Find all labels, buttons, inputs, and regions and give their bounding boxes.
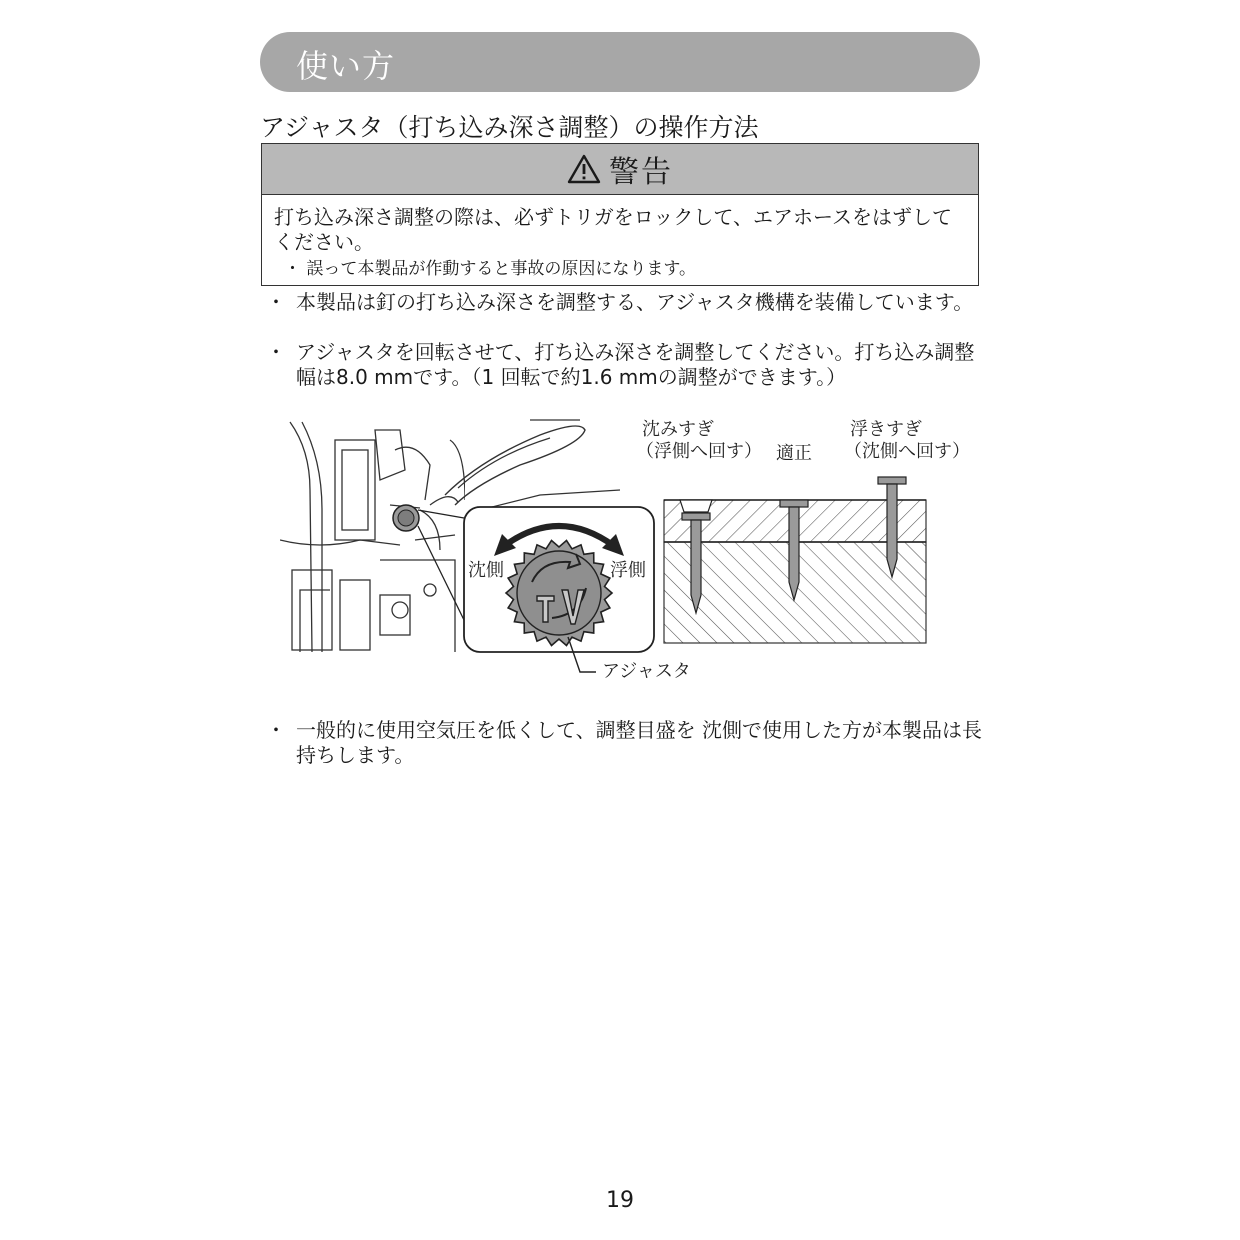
warning-box xyxy=(261,143,979,286)
warning-main-text: 打ち込み深さ調整の際は、必ずトリガをロックして、エアホースをはずしてください。 xyxy=(274,205,952,254)
adjuster-figure xyxy=(280,410,980,700)
nail-state-sub: （沈側へ回す） xyxy=(844,441,970,462)
nailer-tool-drawing xyxy=(280,422,465,652)
nail-state-sub: （浮側へ回す） xyxy=(636,441,762,462)
dial-left-label: 沈側 xyxy=(468,560,504,581)
bullet-text: 一般的に使用空気圧を低くして、調整目盛を 沈側で使用した方が本製品は長持ちします。 xyxy=(296,718,982,767)
page-number: 19 xyxy=(606,1188,634,1213)
nail-state-label: 沈みすぎ xyxy=(642,419,714,440)
warning-label: 警告 xyxy=(609,155,673,190)
bullet-item: ・ アジャスタを回転させて、打ち込み深さを調整してください。打ち込み調整幅は8.0 mmです。（1 回転で約1.6 mmの調整ができます。） xyxy=(266,340,982,390)
warning-header xyxy=(262,144,978,195)
bullet-item xyxy=(266,718,982,768)
adjuster-label: アジャスタ xyxy=(602,661,691,682)
dial-right-label: 浮側 xyxy=(610,560,646,581)
bullet-item: ・ 本製品は釘の打ち込み深さを調整する、アジャスタ機構を装備しています。 xyxy=(266,290,982,315)
tool-adjuster-knob xyxy=(393,505,419,531)
section-header-title: 使い方 xyxy=(296,47,396,85)
subsection-title: アジャスタ（打ち込み深さ調整）の操作方法 xyxy=(260,113,759,142)
nail-state-label: 適正 xyxy=(776,443,812,464)
warning-triangle-icon xyxy=(567,154,601,184)
warning-sub-text: ・ 誤って本製品が作動すると事故の原因になります。 xyxy=(284,259,697,279)
section-header-bar xyxy=(260,32,980,92)
nail-state-label: 浮きすぎ xyxy=(850,419,922,440)
